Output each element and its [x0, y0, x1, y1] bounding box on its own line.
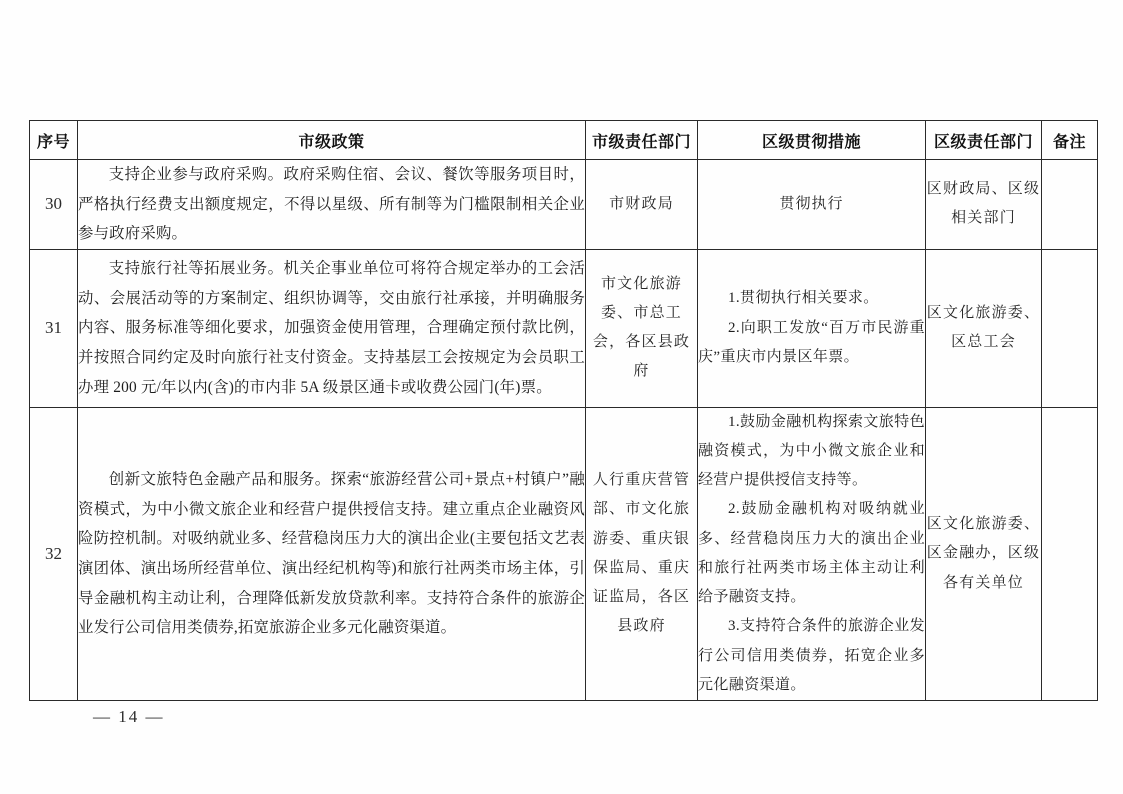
city-policy-text: [78, 160, 586, 250]
row-sequence-number: 32: [30, 407, 78, 701]
city-responsible-department: 市文化旅游委、市总工会，各区县政府: [586, 249, 698, 407]
note-cell: [1042, 407, 1098, 701]
district-implementation-measure: 贯彻执行: [698, 160, 926, 250]
table-row: [30, 407, 1098, 701]
city-responsible-department: 市财政局: [586, 160, 698, 250]
column-header-district-measure: 区级贯彻措施: [698, 121, 926, 160]
city-policy-text: [78, 249, 586, 407]
measure-item: 2.鼓励金融机构对吸纳就业多、经营稳岗压力大的演出企业和旅行社两类市场主体主动让利给予融资支持。: [698, 501, 925, 606]
district-implementation-measure: [698, 249, 926, 407]
district-implementation-measure: [698, 407, 926, 701]
column-header-district-department: 区级责任部门: [926, 121, 1042, 160]
column-header-seq: 序号: [30, 121, 78, 160]
table-row: [30, 160, 1098, 250]
city-responsible-department: 人行重庆营管部、市文化旅游委、重庆银保监局、重庆证监局，各区县政府: [586, 407, 698, 701]
district-responsible-department: 区文化旅游委、区金融办，区级各有关单位: [926, 407, 1042, 701]
measure-item: 1.贯彻执行相关要求。: [728, 290, 879, 307]
measure-item: 3.支持符合条件的旅游企业发行公司信用类债券，拓宽企业多元化融资渠道。: [698, 618, 925, 693]
district-responsible-department: 区文化旅游委、区总工会: [926, 249, 1042, 407]
city-policy-paragraph: 支持企业参与政府采购。政府采购住宿、会议、餐饮等服务项目时，严格执行经费支出额度规定，不得以星级、所有制等为门槛限制相关企业参与政府采购。: [78, 166, 585, 243]
city-policy-text: [78, 407, 586, 701]
note-cell: [1042, 249, 1098, 407]
column-header-city-department: 市级责任部门: [586, 121, 698, 160]
column-header-city-policy: 市级政策: [78, 121, 586, 160]
measure-item: 1.鼓励金融机构探索文旅特色融资模式，为中小微文旅企业和经营户提供授信支持等。: [698, 413, 925, 489]
table-row: [30, 249, 1098, 407]
row-sequence-number: 30: [30, 160, 78, 250]
table-header-row: [30, 121, 1098, 160]
column-header-note: 备注: [1042, 121, 1098, 160]
row-sequence-number: 31: [30, 249, 78, 407]
page-number: — 14 —: [93, 707, 165, 726]
city-policy-paragraph: 支持旅行社等拓展业务。机关企事业单位可将符合规定举办的工会活动、会展活动等的方案制定、组织协调等，交由旅行社承接，并明确服务内容、服务标准等细化要求，加强资金使用管理，合理确定预付款比例，并按照合同约定及时向旅行社支付资金。支持基层工会按规定为会员职工办理 200 元/年以内(含)的市内非 5A 级景区通卡或收费公园门(年)票。: [78, 260, 585, 396]
policy-implementation-table: [29, 120, 1098, 701]
measure-item: 2.向职工发放“百万市民游重庆”重庆市内景区年票。: [698, 319, 925, 365]
city-policy-paragraph: 创新文旅特色金融产品和服务。探索“旅游经营公司+景点+村镇户”融资模式，为中小微文旅企业和经营户提供授信支持。建立重点企业融资风险防控机制。对吸纳就业多、经营稳岗压力大的演出企业(主要包括文艺表演团体、演出场所经营单位、演出经纪机构等)和旅行社两类市场主体，引导金融机构主动让利，合理降低新发放贷款利率。支持符合条件的旅游企业发行公司信用类债券,拓宽旅游企业多元化融资渠道。: [78, 471, 585, 637]
note-cell: [1042, 160, 1098, 250]
district-responsible-department: 区财政局、区级相关部门: [926, 160, 1042, 250]
